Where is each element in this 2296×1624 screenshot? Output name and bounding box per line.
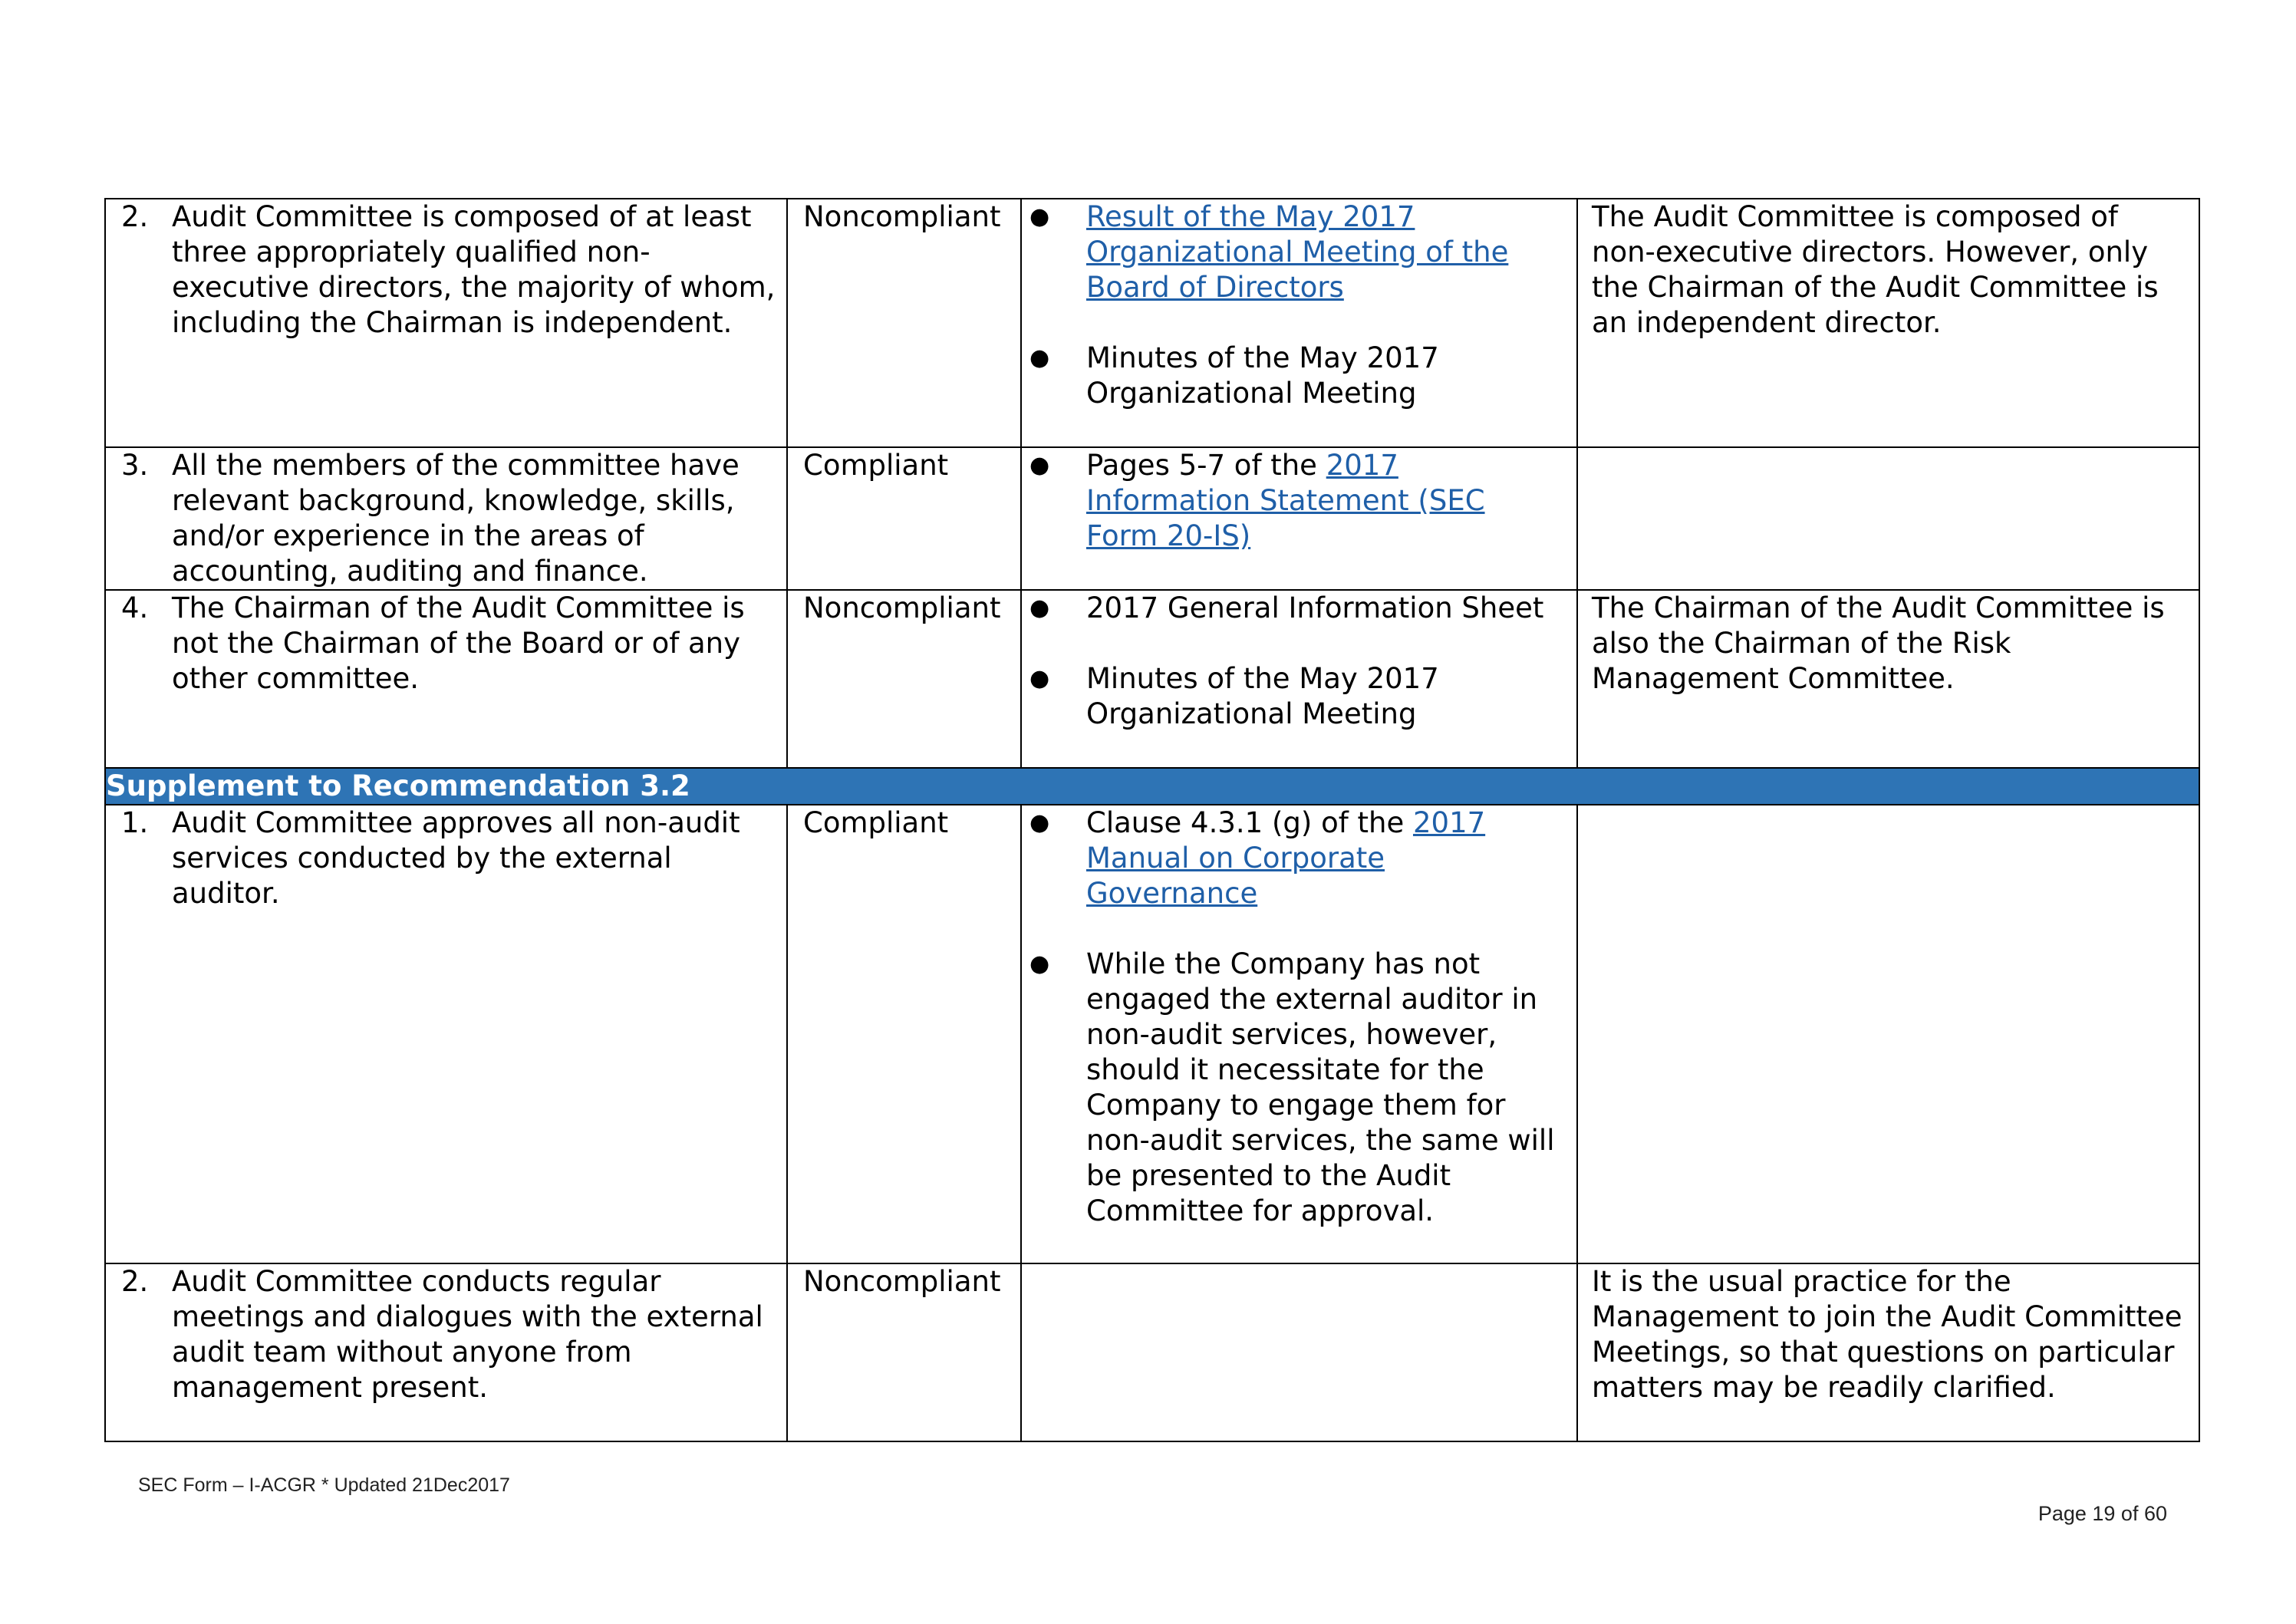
evidence-list [1022,805,1576,1229]
item-number: 2. [121,200,149,233]
compliance-cell [787,590,1021,768]
evidence-text: Minutes of the May 2017 Organizational Meeting [1086,662,1439,730]
bullet-icon: ● [1029,344,1050,371]
bullet-icon: ● [1029,203,1050,230]
evidence-cell [1021,590,1577,768]
compliance-status: Noncompliant [803,1265,1001,1298]
evidence-item [1029,341,1564,411]
explanation-cell [1577,590,2199,768]
bullet-icon: ● [1029,452,1050,479]
table-row [105,447,2199,590]
evidence-list [1022,591,1576,732]
bullet-icon: ● [1029,809,1050,836]
explanation-cell [1577,1263,2199,1441]
requirement-text: The Chairman of the Audit Committee is not the Chairman of the Board or of any other committee. [172,591,745,695]
compliance-status: Compliant [803,806,949,839]
evidence-cell [1021,447,1577,590]
compliance-cell [787,199,1021,447]
requirement-cell [105,199,787,447]
explanation-text: The Audit Committee is composed of non-executive directors. However, only the Chairman of the Audit Committee is an independent director. [1592,200,2159,339]
page-current: 19 [2092,1502,2116,1525]
evidence-cell [1021,199,1577,447]
requirement-cell [105,447,787,590]
requirement-text: All the members of the committee have relevant background, knowledge, skills, and/or experience in the areas of accounting, auditing and finance. [172,449,740,588]
evidence-text: Clause 4.3.1 (g) of the [1086,806,1413,839]
item-number: 1. [121,806,149,839]
evidence-list [1022,448,1576,554]
explanation-cell [1577,805,2199,1263]
item-number: 3. [121,449,149,482]
evidence-link[interactable]: Result of the May 2017 Organizational Meeting of the Board of Directors [1086,200,1509,304]
page-of: of [2115,1502,2144,1525]
evidence-link[interactable]: 2017 Information Statement (SEC Form 20-IS) [1086,449,1485,552]
compliance-status: Noncompliant [803,591,1001,624]
evidence-item [1029,661,1564,732]
evidence-text: 2017 General Information Sheet [1086,591,1544,624]
explanation-text: The Chairman of the Audit Committee is also the Chairman of the Risk Management Committee. [1592,591,2165,695]
requirement-text: Audit Committee is composed of at least three appropriately qualified non-executive directors, the majority of whom, including the Chairman is independent. [172,200,776,339]
requirement-text: Audit Committee conducts regular meetings and dialogues with the external audit team without anyone from management present. [172,1265,763,1404]
evidence-cell [1021,1263,1577,1441]
table-row [105,805,2199,1263]
page-number [2038,1502,2167,1526]
compliance-cell [787,447,1021,590]
bullet-icon: ● [1029,950,1050,977]
item-number: 4. [121,591,149,624]
requirement-cell [105,1263,787,1441]
requirement-cell [105,590,787,768]
evidence-list [1022,199,1576,411]
explanation-text: It is the usual practice for the Management to join the Audit Committee Meetings, so that questions on particular matters may be readily clarified. [1592,1265,2182,1404]
section-header-row [105,768,2199,805]
table-row [105,199,2199,447]
footer-form-label: SEC Form – I-ACGR * Updated 21Dec2017 [138,1474,510,1496]
section-title: Supplement to Recommendation 3.2 [105,768,2199,805]
evidence-text: While the Company has not engaged the external auditor in non-audit services, however, should it necessitate for the Company to engage them for non-audit services, the same will be presented to the Audit Committee for approval. [1086,947,1555,1227]
table-row [105,1263,2199,1441]
compliance-table [104,198,2200,1442]
evidence-item [1029,199,1564,305]
page-prefix: Page [2037,1502,2093,1525]
evidence-item [1029,805,1564,911]
table-row [105,590,2199,768]
evidence-item [1029,448,1564,554]
evidence-text: Minutes of the May 2017 Organizational Meeting [1086,341,1439,410]
bullet-icon: ● [1029,595,1050,621]
requirement-cell [105,805,787,1263]
bullet-icon: ● [1029,665,1050,692]
compliance-cell [787,1263,1021,1441]
compliance-status: Compliant [803,449,949,482]
requirement-text: Audit Committee approves all non-audit services conducted by the external auditor. [172,806,740,910]
evidence-item [1029,591,1564,626]
page-total: 60 [2143,1502,2167,1525]
compliance-status: Noncompliant [803,200,1001,233]
evidence-link[interactable]: 2017 Manual on Corporate Governance [1086,806,1486,910]
evidence-item [1029,947,1564,1229]
compliance-cell [787,805,1021,1263]
explanation-cell [1577,199,2199,447]
item-number: 2. [121,1265,149,1298]
explanation-cell [1577,447,2199,590]
evidence-cell [1021,805,1577,1263]
evidence-text: Pages 5-7 of the [1086,449,1326,482]
